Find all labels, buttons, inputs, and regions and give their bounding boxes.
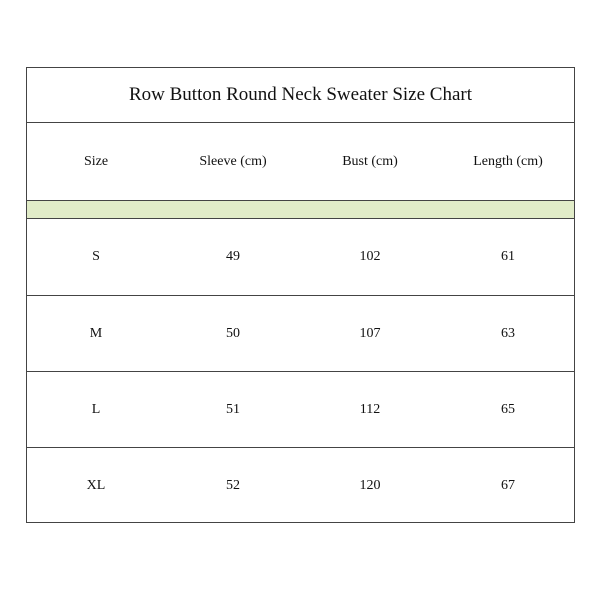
bust-cell: 102 [359, 249, 381, 264]
length-cell: 63 [501, 325, 515, 341]
header-accent-band [27, 200, 574, 219]
length-cell: 67 [501, 477, 515, 493]
column-header-sleeve: Sleeve (cm) [199, 153, 267, 169]
length-cell: 65 [501, 401, 515, 417]
size-cell: L [91, 401, 101, 417]
column-header-length: Length (cm) [473, 153, 543, 169]
table-row [27, 371, 574, 447]
size-cell: M [89, 325, 103, 341]
sleeve-cell: 51 [226, 401, 240, 417]
size-chart-table [26, 67, 575, 523]
bust-cell: 112 [359, 401, 381, 417]
sleeve-cell: 49 [226, 249, 240, 264]
bust-cell: 120 [359, 477, 381, 493]
column-header-bust: Bust (cm) [342, 153, 398, 169]
table-row [27, 295, 574, 371]
size-cell: XL [86, 477, 106, 493]
bust-cell: 107 [359, 325, 381, 341]
header-row [27, 123, 574, 200]
table-body [27, 219, 574, 522]
table-row [27, 219, 574, 295]
table-row [27, 447, 574, 523]
size-cell: S [92, 249, 100, 264]
chart-title: Row Button Round Neck Sweater Size Chart [27, 68, 574, 123]
sleeve-cell: 50 [226, 325, 240, 341]
length-cell: 61 [501, 249, 515, 264]
sleeve-cell: 52 [226, 477, 240, 493]
column-header-size: Size [83, 153, 109, 169]
